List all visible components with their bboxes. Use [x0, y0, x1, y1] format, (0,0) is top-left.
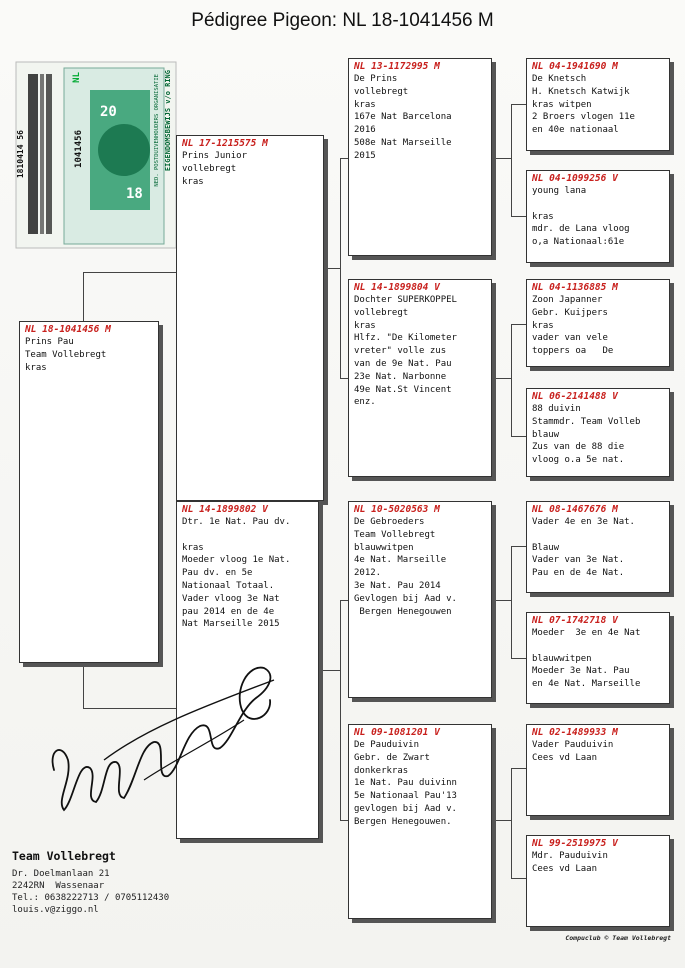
- detail-line: Team Vollebregt: [354, 529, 436, 540]
- detail-line: kras witpen: [532, 99, 592, 110]
- detail-line: Vader 4e en 3e Nat.: [532, 517, 635, 527]
- ring-number: NL 14-1899802 V: [182, 504, 268, 515]
- card-side-number: 1810414 56: [16, 130, 25, 179]
- detail-line: Gebr. Kuijpers: [532, 307, 608, 318]
- detail-line: vollebregt: [354, 307, 409, 318]
- connector: [340, 600, 348, 601]
- detail-line: Gevlogen bij Aad v.: [354, 593, 457, 604]
- connector: [492, 378, 511, 379]
- pigeon-card-mf: [348, 501, 492, 698]
- detail-line: De Knetsch: [532, 74, 587, 84]
- card-vertical-text: EIGENDOMSBEWIJS v/o RING: [164, 70, 172, 172]
- pigeon-card-mmf: [526, 724, 670, 816]
- pigeon-details: [182, 516, 313, 631]
- detail-line: 2012.: [354, 568, 382, 579]
- connector: [492, 820, 511, 821]
- pigeon-details: [532, 516, 664, 580]
- detail-line: 167e Nat Barcelona: [354, 112, 452, 123]
- detail-line: De Pauduivin: [354, 740, 420, 750]
- detail-line: kras: [532, 211, 554, 222]
- detail-line: vloog o.a 5e nat.: [532, 455, 625, 466]
- pigeon-details: [354, 294, 486, 409]
- detail-line: Vader vloog 3e Nat: [182, 593, 280, 604]
- connector: [492, 600, 511, 601]
- detail-line: Prins Pau: [25, 337, 74, 347]
- card-year-top: 20: [100, 104, 117, 120]
- detail-line: Cees vd Laan: [532, 752, 598, 763]
- ring-number: NL 08-1467676 M: [532, 504, 618, 515]
- detail-line: kras: [354, 320, 376, 331]
- ring-number: NL 04-1941690 M: [532, 61, 618, 72]
- pigeon-details: [354, 516, 486, 618]
- connector: [340, 158, 348, 159]
- detail-line: Moeder vloog 1e Nat.: [182, 555, 291, 566]
- detail-line: [532, 640, 664, 653]
- ring-ownership-card: [14, 60, 178, 250]
- detail-line: blauw: [532, 429, 560, 440]
- detail-line: toppers oa De: [532, 346, 614, 357]
- breeder-address-line2: 2242RN Wassenaar: [12, 881, 105, 891]
- pigeon-card-ffm: [526, 170, 670, 263]
- detail-line: Gebr. de Zwart: [354, 752, 430, 763]
- connector: [83, 272, 176, 273]
- ring-number: NL 04-1099256 V: [532, 173, 618, 184]
- pigeon-card-mmm: [526, 835, 670, 927]
- pigeon-card-fff: [526, 58, 670, 151]
- detail-line: Pau dv. en 5e: [182, 568, 253, 579]
- detail-line: vollebregt: [182, 163, 237, 174]
- ring-number: NL 18-1041456 M: [25, 324, 111, 335]
- pigeon-card-fmm: [526, 388, 670, 477]
- detail-line: 2016: [354, 125, 376, 136]
- detail-line: 23e Nat. Narbonne: [354, 371, 447, 382]
- ring-number: NL 02-1489933 M: [532, 727, 618, 738]
- pigeon-card-mff: [526, 501, 670, 593]
- detail-line: Team Vollebregt: [25, 349, 107, 360]
- detail-line: kras: [532, 320, 554, 331]
- detail-line: [532, 198, 664, 211]
- detail-line: blauwwitpen: [354, 542, 414, 553]
- connector: [340, 378, 348, 379]
- detail-line: Bergen Henegouwen: [354, 606, 452, 617]
- card-country: NL: [72, 72, 82, 83]
- detail-line: young lana: [532, 186, 587, 196]
- detail-line: o,a Nationaal:61e: [532, 237, 625, 248]
- ring-number: NL 07-1742718 V: [532, 615, 618, 626]
- detail-line: De Gebroeders: [354, 517, 425, 527]
- connector: [83, 272, 84, 321]
- detail-line: 2015: [354, 150, 376, 161]
- connector: [511, 216, 526, 217]
- pigeon-details: [532, 185, 664, 249]
- detail-line: vreter" volle zus: [354, 346, 447, 357]
- detail-line: enz.: [354, 397, 376, 408]
- pigeon-card-fm: [348, 279, 492, 477]
- breeder-phone: Tel.: 0638222713 / 0705112430: [12, 893, 170, 903]
- ring-number: NL 14-1899804 V: [354, 282, 440, 293]
- ring-number: NL 04-1136885 M: [532, 282, 618, 293]
- detail-line: Bergen Henegouwen.: [354, 816, 452, 827]
- detail-line: 2 Broers vlogen 11e: [532, 112, 635, 123]
- detail-line: 49e Nat.St Vincent: [354, 384, 452, 395]
- pigeon-details: [532, 403, 664, 467]
- connector: [511, 546, 512, 658]
- connector: [511, 324, 512, 436]
- pigeon-card-subject: [19, 321, 159, 663]
- detail-line: 1e Nat. Pau duivinn: [354, 778, 457, 789]
- detail-line: Moeder 3e Nat. Pau: [532, 666, 630, 677]
- pigeon-details: [532, 850, 664, 876]
- detail-line: en 40e nationaal: [532, 125, 619, 136]
- pigeon-card-ff: [348, 58, 492, 256]
- detail-line: en 4e Nat. Marseille: [532, 679, 641, 690]
- detail-line: vollebregt: [354, 86, 409, 97]
- breeder-name: Team Vollebregt: [12, 849, 116, 863]
- ring-number: NL 17-1215575 M: [182, 138, 268, 149]
- detail-line: Dtr. 1e Nat. Pau dv.: [182, 517, 291, 527]
- handwritten-signature: [44, 650, 284, 835]
- detail-line: Prins Junior: [182, 151, 248, 161]
- detail-line: Dochter SUPERKOPPEL: [354, 295, 457, 305]
- detail-line: kras: [25, 362, 47, 373]
- connector: [511, 104, 512, 216]
- ring-number: NL 06-2141488 V: [532, 391, 618, 402]
- detail-line: Stammdr. Team Volleb: [532, 416, 641, 427]
- detail-line: kras: [182, 176, 204, 187]
- detail-line: gevlogen bij Aad v.: [354, 803, 457, 814]
- pigeon-details: [182, 150, 318, 188]
- detail-line: 5e Nationaal Pau'13: [354, 791, 457, 802]
- detail-line: H. Knetsch Katwijk: [532, 86, 630, 97]
- ring-number: NL 09-1081201 V: [354, 727, 440, 738]
- connector: [511, 104, 526, 105]
- card-year-bottom: 18: [126, 186, 143, 202]
- ring-number: NL 13-1172995 M: [354, 61, 440, 72]
- card-ring-number: 1041456: [74, 130, 84, 168]
- detail-line: 508e Nat Marseille: [354, 137, 452, 148]
- pigeon-details: [354, 739, 486, 829]
- connector: [511, 546, 526, 547]
- connector: [340, 600, 341, 820]
- connector: [340, 820, 348, 821]
- pigeon-card-father: [176, 135, 324, 501]
- detail-line: Vader van 3e Nat.: [532, 555, 625, 566]
- card-org-text: NED. POSTDUIVENHOUDERS ORGANISATIE: [154, 74, 160, 187]
- detail-line: Cees vd Laan: [532, 863, 598, 874]
- connector: [511, 436, 526, 437]
- detail-line: kras: [354, 99, 376, 110]
- pigeon-details: [532, 73, 664, 137]
- detail-line: 88 duivin: [532, 404, 581, 414]
- pigeon-card-mfm: [526, 612, 670, 704]
- pigeon-details: [532, 294, 664, 358]
- ring-number: NL 99-2519975 V: [532, 838, 618, 849]
- detail-line: [532, 529, 664, 542]
- detail-line: donkerkras: [354, 765, 409, 776]
- detail-line: Pau en de 4e Nat.: [532, 568, 625, 579]
- connector: [511, 658, 526, 659]
- connector: [319, 670, 340, 671]
- detail-line: [182, 529, 313, 542]
- pigeon-details: [25, 336, 153, 374]
- connector: [492, 158, 511, 159]
- ring-number: NL 10-5020563 M: [354, 504, 440, 515]
- detail-line: mdr. de Lana vloog: [532, 224, 630, 235]
- detail-line: Hlfz. "De Kilometer: [354, 333, 457, 344]
- detail-line: 4e Nat. Marseille: [354, 555, 447, 566]
- connector: [511, 768, 526, 769]
- detail-line: blauwwitpen: [532, 653, 592, 664]
- pigeon-details: [532, 627, 664, 691]
- detail-line: 3e Nat. Pau 2014: [354, 580, 441, 591]
- pigeon-card-mm: [348, 724, 492, 919]
- connector: [340, 158, 341, 378]
- breeder-address-line1: Dr. Doelmanlaan 21: [12, 869, 110, 879]
- detail-line: pau 2014 en de 4e: [182, 606, 275, 617]
- detail-line: Vader Pauduivin: [532, 740, 614, 750]
- detail-line: Nationaal Totaal.: [182, 580, 275, 591]
- page-title: Pédigree Pigeon: NL 18-1041456 M: [191, 10, 494, 31]
- pigeon-details: [532, 739, 664, 765]
- connector: [511, 768, 512, 878]
- connector: [511, 324, 526, 325]
- software-credit: Compuclub © Team Vollebregt: [565, 934, 671, 942]
- connector: [511, 878, 526, 879]
- pigeon-card-fmf: [526, 279, 670, 367]
- detail-line: Zoon Japanner: [532, 295, 603, 305]
- detail-line: kras: [182, 542, 204, 553]
- detail-line: Nat Marseille 2015: [182, 619, 280, 630]
- detail-line: Moeder 3e en 4e Nat: [532, 628, 641, 638]
- detail-line: van de 9e Nat. Pau: [354, 358, 452, 369]
- breeder-email: louis.v@ziggo.nl: [12, 905, 99, 915]
- connector: [324, 268, 340, 269]
- detail-line: De Prins: [354, 74, 398, 84]
- detail-line: vader van vele: [532, 333, 608, 344]
- detail-line: Mdr. Pauduivin: [532, 851, 608, 861]
- detail-line: Zus van de 88 die: [532, 442, 625, 453]
- pigeon-details: [354, 73, 486, 163]
- detail-line: Blauw: [532, 542, 560, 553]
